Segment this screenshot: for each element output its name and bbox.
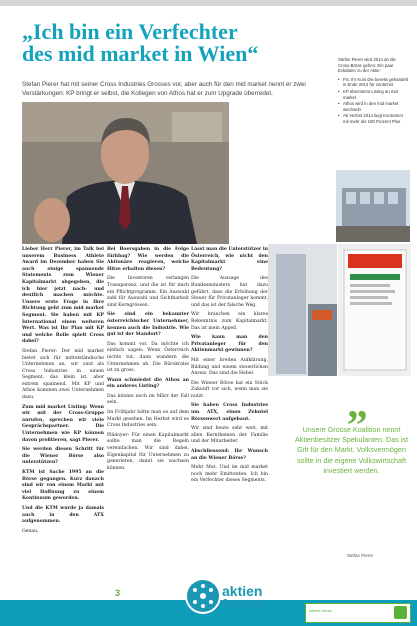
paragraph: Wir sind heute sehr weit, mit allen Kernthemen der Familie und der Mitarbeiter. [191,426,268,445]
page-number: 3 [115,588,121,598]
paragraph: Das könnte noch im März der Fall sein. [107,393,189,406]
info-box-item: • KP übernimmt Listing an mid market [338,89,408,100]
paragraph: Das kommt vor. Da möchte ich einfach sagen: Wenn Österreich nichts tut, dann wandern die Unternehmen ab. Die Bürokratie ist zu gross. [107,341,189,374]
info-box-caption: Stefan Pierer wird 2014 an die Cross-Börse gehen: Ein paar Eckdaten zu der Aktie: [338,57,396,74]
pull-quote: Unsere Grosse Koalition nennt Aktienbesitzer Spekulanten. Das ist Gift für den Markt. Volksvermögen sollte in die eigene Volkswirtschaft investiert werden. [294,425,409,475]
paragraph: Und die KTM wurde ja damals auch in den ATX aufgenommen. [22,505,104,525]
headline-line-1: „Ich bin ein Verfechter [22,19,238,44]
paragraph: Sie haben Cross Industries um ATX, einen Zehntel Börsenwert aufgebaut. [191,403,268,422]
sign-photo [338,244,411,376]
paragraph: Mehr Mut. Und im mid market noch mehr Emittenten. Ich bin ein Verfechter dieses Segments. [191,465,268,484]
brand-line-2: forum [222,596,262,612]
quote-mark-icon: „ [347,381,368,427]
paragraph: Zum mid market Listing: Wenn wir mit der Cross-Gruppe anrufen, sprechen wir viele Gesprächspartner. Die Unternehmen wie KP können davon profitieren, sagt Pierer. [22,404,104,443]
paragraph: Sie werden diesen Schritt für die Wiener Börse also unterstützen? [22,447,104,466]
info-box [338,57,408,167]
paragraph: Wann schmiedet die Athos an ein anderes Listing? [107,377,189,390]
article-deck: Stefan Pierer hat mit seiner Cross Industries Grosses vor, aber auch für den mid market nennt er zwei Verstärkungen: KP bringt er selbst, die Kollegen von Athos hat er zum Upgrade überredet. [22,81,306,97]
headline-line-2: des mid market in Wien“ [22,41,259,66]
article-column-2 [107,247,189,475]
paragraph: Wie kann man den Privatanleger für den Aktienmarkt gewinnen? [191,335,268,354]
partner-logo-icon [394,606,407,619]
paragraph: Genau. [22,528,39,534]
paragraph: KTM ist Sache 1995 an die Börse gegangen. Kurz danach sind wir von einem Markt mit viel Hoffnung zu einem Kontinuum geworden. [22,470,104,502]
building-photo [336,170,410,242]
paragraph: Wir brauchen ein klares Bekenntnis zum Kapitalmarkt. Das ist mein Appell. [191,312,268,331]
office-photo-illustration [268,244,337,376]
partner-text: wiener börse [309,608,332,613]
building-photo-illustration [336,170,410,242]
paragraph: Die Investoren verlangen Transparenz, und die ist für mich ein Pflichtprogramm. Ein Auswahl zahl für Auswahl und Sichtbarkeit sind Kerngrössen. [107,276,189,308]
sign-photo-illustration [338,244,411,376]
aktienforum-logo-icon [185,578,221,614]
info-box-item: • Ab Herbst 2014 liegt Kontramer mit mehr als 100 Prozent Plus [338,113,408,124]
info-box-list [338,77,408,125]
brand-line-1: aktien [222,583,263,599]
paragraph: Abschliessend: Ihr Wunsch an die Wiener Börse? [191,449,268,461]
portrait-photo [22,102,229,244]
pull-quote-author: Stefan Pierer [347,553,374,558]
info-box-item: • Athos wird in den mid market wechseln [338,101,408,112]
top-bar [0,0,417,6]
paragraph: Plädoyer: Für einen Kapitalmarkt sollte man die Regeln vereinfachen. Wir sind dabei, Eigenkapital für Unternehmen zu generieren, damit sie wachsen können. [107,432,189,471]
office-photo [268,244,337,376]
paragraph: Bei Boersgaben in die Folge fürhbag? Wie werden die Aktionäre reagieren, welche Hitze erhalten diesen? [107,247,189,272]
paragraph: Stefan Pierer: Der mid market bietet sich für mittelständische Unternehmen an, wir sind als Cross Industries in einem Segment, das klein ist, aber extrem spannend. Mit KP und Athos kommen zwei Unternehmen dazu. [22,348,104,401]
info-box-item: • Fix: Ihr Kurs Die bereits gehandelt in Ende 2014 für zunächst [338,77,408,88]
portrait-illustration [22,102,229,244]
article-column-1 [22,247,104,538]
paragraph: Sie sind ein bekannter österreichischer Unternehmer, kennen auch die Industrie. Wie gut ist der Standort? [107,312,189,338]
paragraph: Mit einer breiten Aufklärung, Bildung und einem steuerlichen Anreiz. Das sind die Hebel. [191,357,268,377]
article-column-3 [191,247,268,488]
paragraph: Die Aussage des Bundesministers hat dazu geführt, dass die Erhöhung der Steuer für Privatanleger kommt, und das ist der falsche Weg. [191,276,268,308]
aktienforum-logo-mark [185,578,221,614]
page-title [22,21,312,65]
paragraph: Lässt man die Unterstützer in Österreich, wie nicht den Kapitalmarkt eine Bedeutung? [191,247,268,272]
paragraph: Die Wiener Börse hat ein Stück Zukunft vor sich, wenn man sie nutzt. [191,380,268,399]
paragraph: Im Frühjahr hätte man es auf dem Markt gesehen. Im Herbst wird es Cross Industries sein. [107,410,189,429]
aktienforum-wordmark [222,585,262,611]
paragraph: Lieber Herr Pierer, im Talk bei unserem Business Athlete Award im Dezember haben Sie auch einige spannende Statements zum Wiener Kapitalmarkt abgegeben, die ich hier jetzt nach- und deutlich machen möchte. Unsere erste Frage in Ihre Richtung geht zum mid market Segment. Sie haben mit KP International einen weiteren Wert. Was ist Ihr Plan mit KP und welche Rolle spielt Cross dabei? [22,247,104,345]
